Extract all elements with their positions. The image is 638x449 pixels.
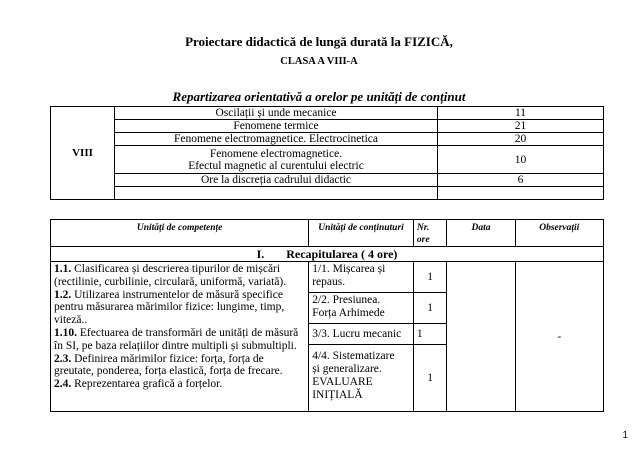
competence-text: Definirea mărimilor fizice: forța, forța de greutate, ponderea, forța elastică, forța de frecare. <box>54 352 283 378</box>
unit-cell: Fenomene termice <box>115 120 438 133</box>
competence-code: 2.4. <box>54 378 72 391</box>
unit-line: Efectul magnetic al curentului electric <box>188 159 364 172</box>
hours-cell: 1 <box>413 293 447 324</box>
competence-code: 2.3. <box>54 352 72 365</box>
document-title: Proiectare didactică de lungă durată la FIZICĂ, <box>185 34 453 49</box>
section-row <box>51 247 604 262</box>
header-content: Unități de conținuturi <box>309 220 414 247</box>
table-row <box>51 133 604 146</box>
unit-line: Fenomene electromagnetice. <box>209 147 343 160</box>
empty-cell <box>115 187 438 200</box>
section-title: Recapitularea ( 4 ore) <box>286 247 398 261</box>
content-line: INIȚIALĂ <box>312 389 363 401</box>
content-line: și generalizare. <box>312 363 382 375</box>
section-number: I. <box>256 247 265 261</box>
observations-cell: - <box>515 262 603 412</box>
unit-cell: Oscilații și unde mecanice <box>115 107 438 120</box>
hours-cell: 21 <box>438 120 604 133</box>
content-line: 1/1. Mișcarea și <box>312 263 386 275</box>
content-cell <box>309 262 414 293</box>
hours-cell: 20 <box>438 133 604 146</box>
header-observations: Observații <box>515 220 603 247</box>
hours-cell: 6 <box>438 174 604 187</box>
header-competences: Unități de competențe <box>51 220 309 247</box>
grade-cell: VIII <box>51 107 115 200</box>
competence-text: Utilizarea instrumentelor de măsură specifice pentru măsurarea mărimilor fizice: lungime, timp, viteză.. <box>54 288 285 327</box>
table-row <box>51 187 604 200</box>
table-row <box>51 174 604 187</box>
header-date: Data <box>447 220 515 247</box>
unit-cell: Fenomene electromagnetice. Electrocinetica <box>115 133 438 146</box>
section-heading <box>51 247 604 262</box>
content-line: repaus. <box>312 276 346 288</box>
empty-cell <box>438 187 604 200</box>
content-cell <box>309 345 414 412</box>
table-row <box>51 262 604 293</box>
header-row <box>51 220 604 247</box>
competence-code: 1.10. <box>54 326 77 339</box>
section-subtitle: Repartizarea orientativă a orelor pe unități de conținut <box>172 89 466 104</box>
content-cell <box>309 293 414 324</box>
hours-cell: 1 <box>413 345 447 412</box>
content-line: 2/2. Presiunea. <box>312 294 381 306</box>
competence-code: 1.2. <box>54 288 72 301</box>
hours-cell: 1 <box>413 324 447 345</box>
page-number: 1 <box>622 430 628 441</box>
table-row <box>51 120 604 133</box>
competence-text: Clasificarea și descrierea tipurilor de mișcări (rectilinie, curbilinie, circulară, uniformă, variată). <box>54 263 287 288</box>
table-row <box>51 146 604 174</box>
competence-code: 1.1. <box>54 263 72 275</box>
hours-cell: 1 <box>413 262 447 293</box>
header-hours-label: ore <box>416 235 430 245</box>
class-label: CLASA A VIII-A <box>280 56 358 67</box>
hours-cell: 10 <box>438 146 604 174</box>
long-term-plan-table <box>50 219 604 412</box>
header-nr-hours <box>413 220 447 247</box>
competence-text: Reprezentarea grafică a forțelor. <box>71 378 223 391</box>
content-line: EVALUARE <box>312 376 373 388</box>
date-cell <box>447 262 515 412</box>
content-line: 4/4. Sistematizare <box>312 350 395 362</box>
table-row <box>51 107 604 120</box>
unit-cell <box>115 146 438 174</box>
competence-text: Efectuarea de transformări de unități de măsură în SI, pe baza relațiilor dintre multipli și submultipli. <box>54 326 299 352</box>
hours-cell: 11 <box>438 107 604 120</box>
content-line: Forța Arhimede <box>312 307 385 319</box>
unit-cell: Ore la discreția cadrului didactic <box>115 174 438 187</box>
hours-distribution-table <box>50 106 604 200</box>
competences-cell <box>51 262 309 412</box>
content-cell: 3/3. Lucru mecanic <box>309 324 414 345</box>
header-nr-label: Nr. <box>416 223 430 233</box>
